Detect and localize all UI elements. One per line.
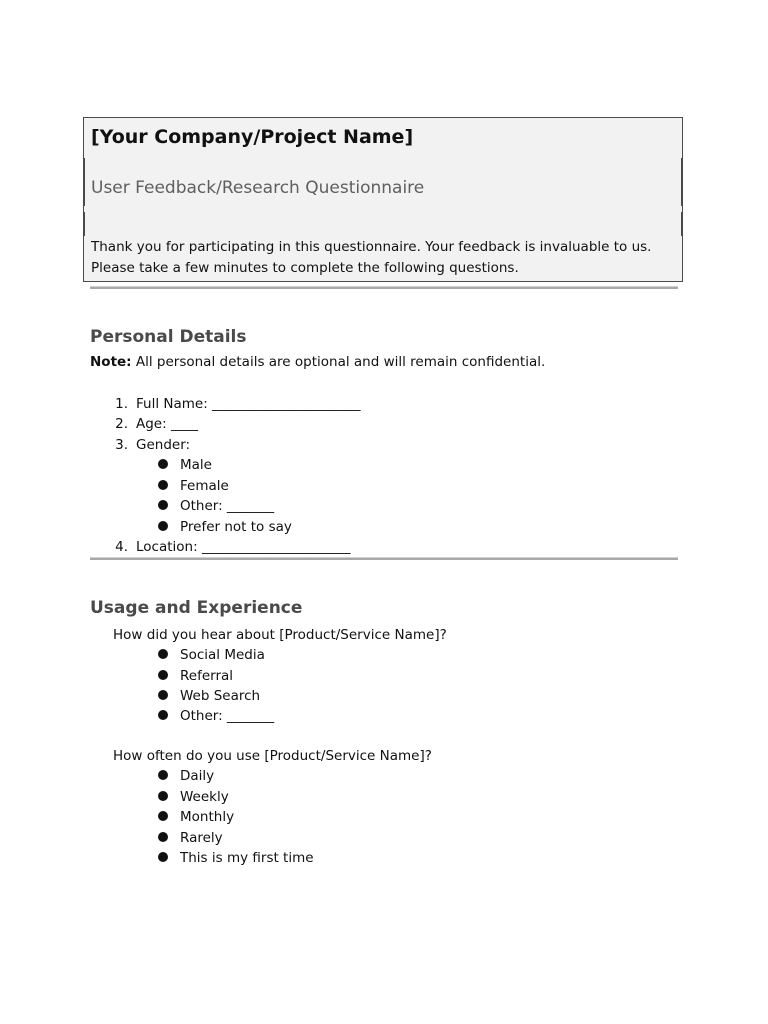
bullet-icon bbox=[158, 480, 168, 490]
bullet-icon bbox=[158, 690, 168, 700]
table-border bbox=[84, 158, 85, 180]
location-field[interactable] bbox=[106, 537, 350, 557]
bullet-icon bbox=[158, 459, 168, 469]
table-border bbox=[681, 178, 682, 206]
gender-option[interactable] bbox=[158, 496, 274, 516]
bullet-icon bbox=[158, 832, 168, 842]
list-item-text: Gender: bbox=[136, 437, 191, 453]
option-label: Other: _______ bbox=[180, 498, 275, 514]
section-divider bbox=[90, 286, 678, 289]
list-number: 1. bbox=[115, 396, 128, 412]
list-item-text: Location: ______________________ bbox=[136, 539, 351, 555]
questionnaire-subtitle: User Feedback/Research Questionnaire bbox=[91, 178, 425, 198]
gender-option[interactable] bbox=[158, 476, 229, 496]
option-label: Female bbox=[180, 478, 229, 494]
option-label: Other: _______ bbox=[180, 708, 275, 724]
option-label: Prefer not to say bbox=[180, 519, 292, 535]
frequency-option[interactable] bbox=[158, 807, 234, 827]
intro-line: Thank you for participating in this questionnaire. Your feedback is invaluable to us. bbox=[91, 239, 652, 255]
intro-line: Please take a few minutes to complete the following questions. bbox=[91, 260, 519, 276]
header-box bbox=[83, 117, 683, 282]
list-number: 4. bbox=[115, 539, 128, 555]
bullet-icon bbox=[158, 521, 168, 531]
bullet-icon bbox=[158, 710, 168, 720]
list-item-text: Full Name: ______________________ bbox=[136, 396, 361, 412]
frequency-option[interactable] bbox=[158, 848, 314, 868]
option-label: Rarely bbox=[180, 830, 223, 846]
gender-option[interactable] bbox=[158, 455, 212, 475]
list-number: 3. bbox=[115, 437, 128, 453]
frequency-option[interactable] bbox=[158, 828, 223, 848]
option-label: This is my first time bbox=[180, 850, 314, 866]
bullet-icon bbox=[158, 811, 168, 821]
bullet-icon bbox=[158, 852, 168, 862]
table-border bbox=[84, 178, 85, 206]
bullet-icon bbox=[158, 649, 168, 659]
hear-about-option[interactable] bbox=[158, 666, 233, 686]
hear-about-option[interactable] bbox=[158, 706, 274, 726]
bullet-icon bbox=[158, 670, 168, 680]
table-border bbox=[681, 212, 682, 236]
hear-about-question: How did you hear about [Product/Service Name]? bbox=[113, 627, 447, 643]
option-label: Referral bbox=[180, 668, 234, 684]
option-label: Male bbox=[180, 457, 212, 473]
note-label: Note: bbox=[90, 354, 132, 370]
frequency-option[interactable] bbox=[158, 787, 229, 807]
age-field[interactable] bbox=[106, 414, 198, 434]
bullet-icon bbox=[158, 791, 168, 801]
hear-about-option[interactable] bbox=[158, 645, 265, 665]
note-text: All personal details are optional and will remain confidential. bbox=[131, 354, 546, 370]
table-border bbox=[84, 212, 85, 236]
option-label: Web Search bbox=[180, 688, 261, 704]
frequency-option[interactable] bbox=[158, 766, 214, 786]
usage-experience-heading: Usage and Experience bbox=[90, 598, 303, 618]
full-name-field[interactable] bbox=[106, 394, 361, 414]
option-label: Daily bbox=[180, 768, 215, 784]
list-item-text: Age: ____ bbox=[136, 416, 198, 432]
option-label: Monthly bbox=[180, 809, 235, 825]
bullet-icon bbox=[158, 500, 168, 510]
gender-question bbox=[106, 435, 190, 455]
table-border bbox=[681, 158, 682, 180]
option-label: Weekly bbox=[180, 789, 229, 805]
usage-frequency-question: How often do you use [Product/Service Name]? bbox=[113, 748, 432, 764]
privacy-note bbox=[90, 354, 545, 370]
list-number: 2. bbox=[115, 416, 128, 432]
gender-option[interactable] bbox=[158, 517, 292, 537]
intro-text bbox=[91, 237, 675, 279]
bullet-icon bbox=[158, 770, 168, 780]
hear-about-option[interactable] bbox=[158, 686, 260, 706]
company-title: [Your Company/Project Name] bbox=[91, 126, 414, 148]
option-label: Social Media bbox=[180, 647, 265, 663]
section-divider bbox=[90, 557, 678, 560]
personal-details-heading: Personal Details bbox=[90, 327, 247, 347]
